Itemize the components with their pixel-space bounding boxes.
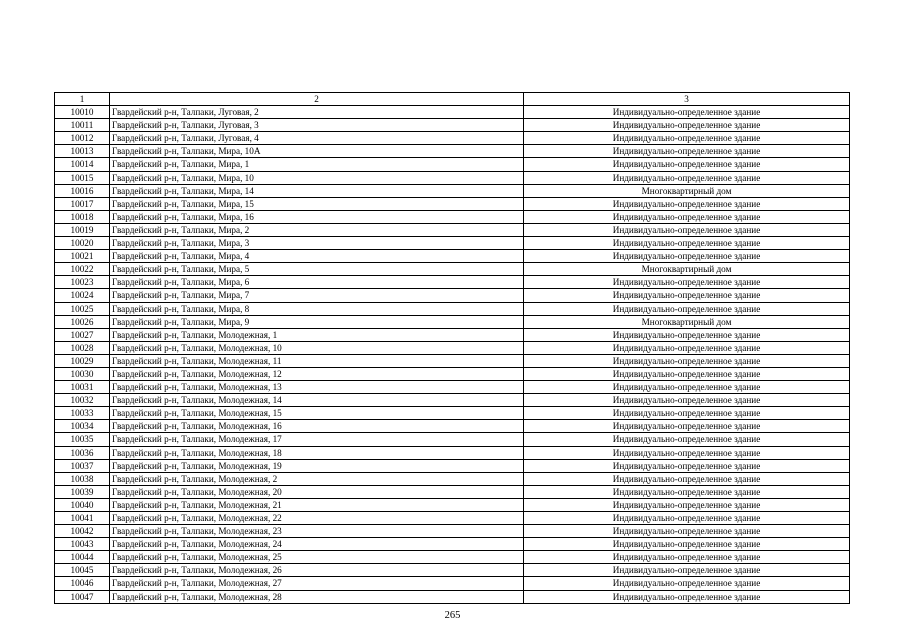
row-object-type: Индивидуально-определенное здание	[524, 276, 850, 289]
table-row	[55, 485, 850, 498]
row-address: Гвардейский р-н, Талпаки, Мира, 1	[110, 158, 524, 171]
row-object-type: Индивидуально-определенное здание	[524, 250, 850, 263]
table-row	[55, 276, 850, 289]
row-object-type: Индивидуально-определенное здание	[524, 302, 850, 315]
row-number: 10041	[55, 512, 110, 525]
row-object-type: Индивидуально-определенное здание	[524, 407, 850, 420]
row-object-type: Индивидуально-определенное здание	[524, 328, 850, 341]
row-object-type: Индивидуально-определенное здание	[524, 119, 850, 132]
row-address: Гвардейский р-н, Талпаки, Молодежная, 16	[110, 420, 524, 433]
row-address: Гвардейский р-н, Талпаки, Молодежная, 15	[110, 407, 524, 420]
row-number: 10028	[55, 341, 110, 354]
row-number: 10016	[55, 184, 110, 197]
table-row	[55, 184, 850, 197]
row-address: Гвардейский р-н, Талпаки, Молодежная, 19	[110, 459, 524, 472]
row-number: 10012	[55, 132, 110, 145]
row-number: 10019	[55, 223, 110, 236]
row-number: 10044	[55, 551, 110, 564]
row-number: 10014	[55, 158, 110, 171]
table-row	[55, 433, 850, 446]
row-address: Гвардейский р-н, Талпаки, Мира, 3	[110, 237, 524, 250]
row-number: 10025	[55, 302, 110, 315]
row-number: 10032	[55, 394, 110, 407]
row-number: 10011	[55, 119, 110, 132]
table-row	[55, 551, 850, 564]
row-address: Гвардейский р-н, Талпаки, Мира, 6	[110, 276, 524, 289]
row-object-type: Индивидуально-определенное здание	[524, 367, 850, 380]
table-row	[55, 328, 850, 341]
row-number: 10027	[55, 328, 110, 341]
row-address: Гвардейский р-н, Талпаки, Молодежная, 24	[110, 538, 524, 551]
row-address: Гвардейский р-н, Талпаки, Мира, 10	[110, 171, 524, 184]
row-number: 10045	[55, 564, 110, 577]
row-address: Гвардейский р-н, Талпаки, Молодежная, 11	[110, 354, 524, 367]
row-number: 10023	[55, 276, 110, 289]
table-body	[55, 106, 850, 604]
table-row	[55, 590, 850, 603]
row-object-type: Индивидуально-определенное здание	[524, 171, 850, 184]
row-address: Гвардейский р-н, Талпаки, Мира, 10А	[110, 145, 524, 158]
row-address: Гвардейский р-н, Талпаки, Молодежная, 28	[110, 590, 524, 603]
row-object-type: Индивидуально-определенное здание	[524, 132, 850, 145]
table-row	[55, 446, 850, 459]
row-object-type: Многоквартирный дом	[524, 315, 850, 328]
table-row	[55, 302, 850, 315]
table-row	[55, 498, 850, 511]
row-number: 10029	[55, 354, 110, 367]
row-number: 10035	[55, 433, 110, 446]
row-object-type: Многоквартирный дом	[524, 184, 850, 197]
row-object-type: Индивидуально-определенное здание	[524, 498, 850, 511]
row-number: 10034	[55, 420, 110, 433]
row-number: 10039	[55, 485, 110, 498]
row-object-type: Индивидуально-определенное здание	[524, 590, 850, 603]
row-object-type: Индивидуально-определенное здание	[524, 197, 850, 210]
row-object-type: Индивидуально-определенное здание	[524, 145, 850, 158]
row-number: 10046	[55, 577, 110, 590]
row-address: Гвардейский р-н, Талпаки, Молодежная, 25	[110, 551, 524, 564]
row-address: Гвардейский р-н, Талпаки, Молодежная, 23	[110, 525, 524, 538]
table-row	[55, 420, 850, 433]
row-address: Гвардейский р-н, Талпаки, Мира, 2	[110, 223, 524, 236]
row-number: 10047	[55, 590, 110, 603]
table-row	[55, 354, 850, 367]
row-object-type: Многоквартирный дом	[524, 263, 850, 276]
row-object-type: Индивидуально-определенное здание	[524, 485, 850, 498]
table-row	[55, 210, 850, 223]
row-object-type: Индивидуально-определенное здание	[524, 459, 850, 472]
row-object-type: Индивидуально-определенное здание	[524, 237, 850, 250]
row-number: 10020	[55, 237, 110, 250]
table-row	[55, 119, 850, 132]
row-object-type: Индивидуально-определенное здание	[524, 577, 850, 590]
row-object-type: Индивидуально-определенное здание	[524, 341, 850, 354]
row-number: 10030	[55, 367, 110, 380]
table-row	[55, 263, 850, 276]
row-address: Гвардейский р-н, Талпаки, Молодежная, 2	[110, 472, 524, 485]
row-address: Гвардейский р-н, Талпаки, Луговая, 3	[110, 119, 524, 132]
row-address: Гвардейский р-н, Талпаки, Луговая, 4	[110, 132, 524, 145]
row-object-type: Индивидуально-определенное здание	[524, 538, 850, 551]
table-row	[55, 289, 850, 302]
table-row	[55, 237, 850, 250]
row-address: Гвардейский р-н, Талпаки, Молодежная, 1	[110, 328, 524, 341]
table-row	[55, 381, 850, 394]
table-header	[55, 93, 850, 106]
row-object-type: Индивидуально-определенное здание	[524, 420, 850, 433]
row-object-type: Индивидуально-определенное здание	[524, 472, 850, 485]
row-object-type: Индивидуально-определенное здание	[524, 564, 850, 577]
table-row	[55, 525, 850, 538]
table-row	[55, 367, 850, 380]
row-object-type: Индивидуально-определенное здание	[524, 106, 850, 119]
row-number: 10017	[55, 197, 110, 210]
row-address: Гвардейский р-н, Талпаки, Молодежная, 12	[110, 367, 524, 380]
row-address: Гвардейский р-н, Талпаки, Молодежная, 10	[110, 341, 524, 354]
row-object-type: Индивидуально-определенное здание	[524, 289, 850, 302]
row-address: Гвардейский р-н, Талпаки, Молодежная, 13	[110, 381, 524, 394]
header-row	[55, 93, 850, 106]
row-address: Гвардейский р-н, Талпаки, Мира, 4	[110, 250, 524, 263]
row-number: 10037	[55, 459, 110, 472]
row-object-type: Индивидуально-определенное здание	[524, 210, 850, 223]
header-col-3: 3	[524, 93, 850, 106]
row-address: Гвардейский р-н, Талпаки, Мира, 16	[110, 210, 524, 223]
table-row	[55, 394, 850, 407]
row-number: 10010	[55, 106, 110, 119]
row-address: Гвардейский р-н, Талпаки, Молодежная, 22	[110, 512, 524, 525]
row-object-type: Индивидуально-определенное здание	[524, 433, 850, 446]
header-col-1: 1	[55, 93, 110, 106]
table-row	[55, 223, 850, 236]
row-address: Гвардейский р-н, Талпаки, Молодежная, 14	[110, 394, 524, 407]
row-address: Гвардейский р-н, Талпаки, Молодежная, 26	[110, 564, 524, 577]
row-number: 10042	[55, 525, 110, 538]
table-row	[55, 158, 850, 171]
row-object-type: Индивидуально-определенное здание	[524, 551, 850, 564]
row-address: Гвардейский р-н, Талпаки, Мира, 15	[110, 197, 524, 210]
row-number: 10036	[55, 446, 110, 459]
table-row	[55, 171, 850, 184]
row-number: 10033	[55, 407, 110, 420]
row-address: Гвардейский р-н, Талпаки, Мира, 14	[110, 184, 524, 197]
row-number: 10038	[55, 472, 110, 485]
row-address: Гвардейский р-н, Талпаки, Молодежная, 21	[110, 498, 524, 511]
row-object-type: Индивидуально-определенное здание	[524, 354, 850, 367]
row-address: Гвардейский р-н, Талпаки, Мира, 7	[110, 289, 524, 302]
row-number: 10022	[55, 263, 110, 276]
row-number: 10024	[55, 289, 110, 302]
row-address: Гвардейский р-н, Талпаки, Луговая, 2	[110, 106, 524, 119]
table-row	[55, 106, 850, 119]
row-address: Гвардейский р-н, Талпаки, Молодежная, 20	[110, 485, 524, 498]
row-object-type: Индивидуально-определенное здание	[524, 512, 850, 525]
page-number: 265	[444, 610, 461, 621]
table-row	[55, 577, 850, 590]
table-row	[55, 512, 850, 525]
table-row	[55, 315, 850, 328]
table-row	[55, 564, 850, 577]
header-col-2: 2	[110, 93, 524, 106]
table-row	[55, 407, 850, 420]
table-row	[55, 197, 850, 210]
row-address: Гвардейский р-н, Талпаки, Мира, 9	[110, 315, 524, 328]
row-number: 10043	[55, 538, 110, 551]
row-number: 10013	[55, 145, 110, 158]
table-row	[55, 132, 850, 145]
row-number: 10021	[55, 250, 110, 263]
row-address: Гвардейский р-н, Талпаки, Молодежная, 17	[110, 433, 524, 446]
row-number: 10018	[55, 210, 110, 223]
table-row	[55, 472, 850, 485]
row-number: 10015	[55, 171, 110, 184]
row-object-type: Индивидуально-определенное здание	[524, 381, 850, 394]
row-address: Гвардейский р-н, Талпаки, Мира, 5	[110, 263, 524, 276]
row-object-type: Индивидуально-определенное здание	[524, 525, 850, 538]
row-number: 10040	[55, 498, 110, 511]
row-address: Гвардейский р-н, Талпаки, Молодежная, 18	[110, 446, 524, 459]
table-row	[55, 341, 850, 354]
row-object-type: Индивидуально-определенное здание	[524, 446, 850, 459]
registry-table	[54, 92, 850, 604]
row-object-type: Индивидуально-определенное здание	[524, 394, 850, 407]
row-address: Гвардейский р-н, Талпаки, Молодежная, 27	[110, 577, 524, 590]
table-row	[55, 250, 850, 263]
row-number: 10031	[55, 381, 110, 394]
row-address: Гвардейский р-н, Талпаки, Мира, 8	[110, 302, 524, 315]
row-object-type: Индивидуально-определенное здание	[524, 223, 850, 236]
row-object-type: Индивидуально-определенное здание	[524, 158, 850, 171]
table-row	[55, 145, 850, 158]
table-row	[55, 459, 850, 472]
table-row	[55, 538, 850, 551]
row-number: 10026	[55, 315, 110, 328]
